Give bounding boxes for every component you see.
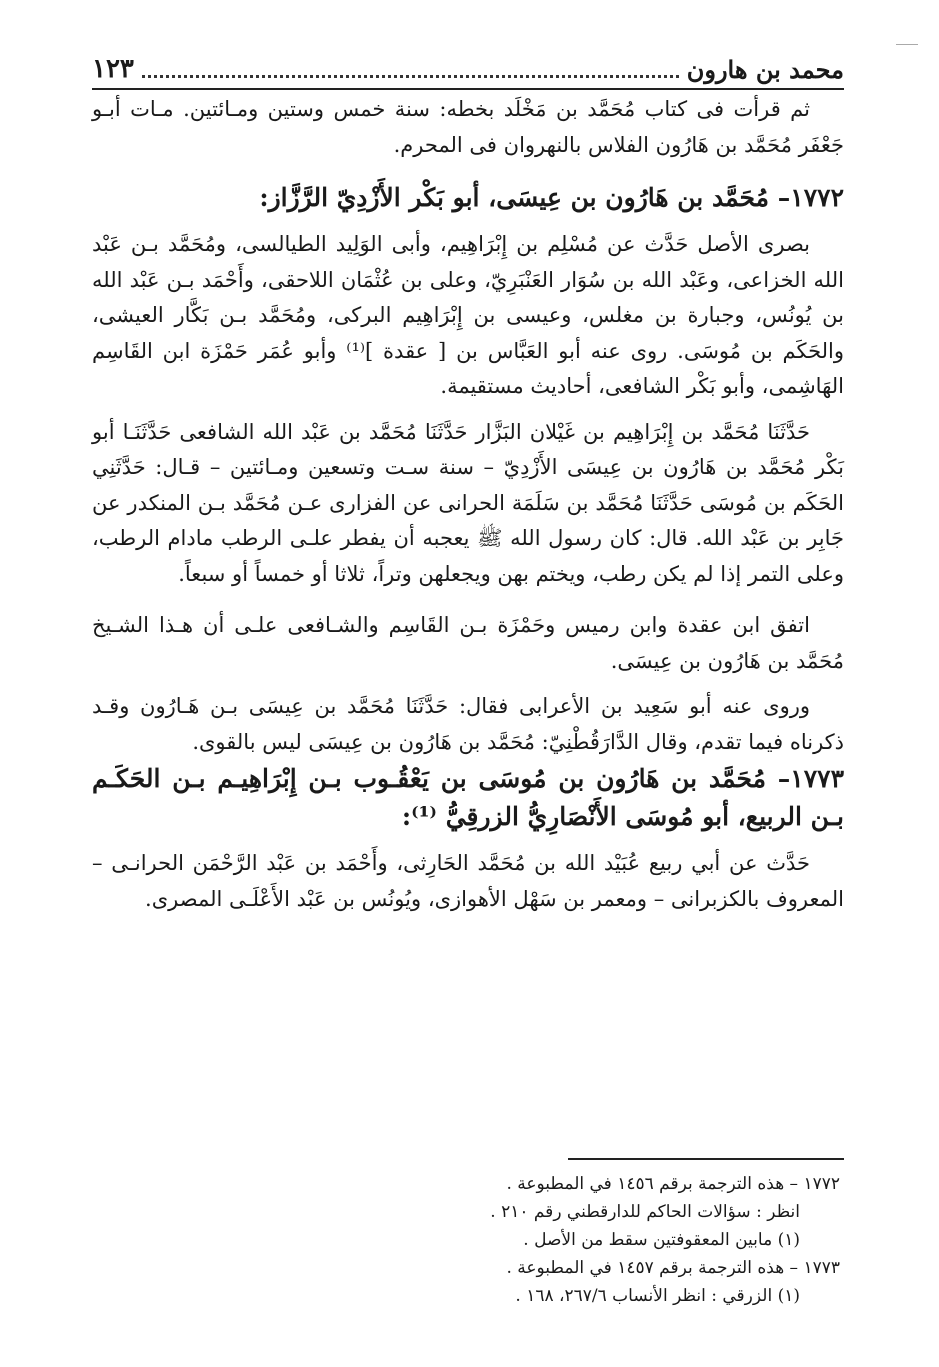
running-title: محمد بن هارون [686, 55, 844, 84]
paragraph-biography-1773: حَدَّث عن أبي ربيع عُبَيْد الله بن مُحَمَّد الحَارِثى، وأَحْمَد بن عَبْد الرَّحْمَن الحرانـى – المعروف بالكزبرانى – ومعمر بن سَهْل الأهوازى، ويُونُس بن عَبْد الأَعْلَـى المصرى. [92, 851, 844, 911]
paragraph-narration: وروى عنه أبو سَعِيد بن الأعرابى فقال: حَدَّثَنَا مُحَمَّد بن عِيسَى بـن هَـارُون وقـد ذكرناه فيما تقدم، وقال الدَّارَقُطْنِيّ: مُحَمَّد بن هَارُون بن عِيسَى ليس بالقوى. [92, 694, 844, 754]
paragraph-hadith: حَدَّثَنَا مُحَمَّد بن إِبْرَاهِيم بن غَيْلان البَزَّار حَدَّثَنَا مُحَمَّد بن عَبْد الله الشافعى حَدَّثَنَـا أبو بَكْر مُحَمَّد بن هَارُون بن عِيسَى الأَزْدِيّ – سنة سـت وتسعين ومـائتين – قـال: حَدَّثَنِي الحَكَم بن مُوسَى حَدَّثَنَا مُحَمَّد بن سَلَمَة الحرانى عن الفزارى عـن مُحَمَّد بـن المنكدر عن جَابِر بن عَبْد الله. قال: كان رسول الله ﷺ يعجبه أن يفطر علـى الرطب مادام الرطب، وعلى التمر إذا لم يكن رطب، ويختم بهن ويجعلهن وتراً، ثلاثا أو خمساً أو سبعاً. [92, 419, 844, 586]
footnote-1773-note: (١) الزرقي : انظر الأنساب ٢٦٧/٦، ١٦٨ . [515, 1286, 800, 1306]
page-body [92, 92, 844, 917]
entry-heading-1773: ١٧٧٣– مُحَمَّد بن هَارُون بن مُوسَى بن يَعْقُـوب بـن إِبْرَاهِيـم بـن الحَكَـم بـن الربيع، أبو مُوسَى الأَنْصَارِيُّ الزرقِيُّ ⁽¹⁾: [92, 764, 844, 831]
footnote-rule [568, 1158, 844, 1160]
footnote-1773: ١٧٧٣ – هذه الترجمة برقم ١٤٥٧ في المطبوعة . [506, 1258, 840, 1278]
paragraph-agreement: اتفق ابن عقدة وابن رميس وحَمْزَة بـن القَاسِم والشـافعى علـى أن هـذا الشـيخ مُحَمَّد بن هَارُون بن عِيسَى. [92, 613, 844, 673]
scan-mark [896, 44, 918, 45]
paragraph-biography-1772: بصرى الأصل حَدَّث عن مُسْلِم بن إِبْرَاهِيم، وأبى الوَلِيد الطيالسى، ومُحَمَّد بـن عَبْد الله الخزاعى، وعَبْد الله بن سُوَار العَنْبَرِيّ، وعلى بن عُثْمَان اللاحقى، وأَحْمَد بـن عَبْد الله بن يُونُس، وجبارة بن مغلس، وعيسى بن إِبْرَاهِيم البركى، ومُحَمَّد بـن بَكَّار العيشى، والحَكَم بن مُوسَى. روى عنه أبو العَبَّاس بن [ عقدة ]⁽¹⁾ وأبو عُمَر حَمْزَة ابن القَاسِم الهَاشِمى، وأبو بَكْر الشافعى، أحاديث مستقيمة. [92, 232, 844, 398]
page-number: ١٢٣ [92, 54, 134, 84]
footnote-1772-note: (١) مابين المعقوفتين سقط من الأصل . [523, 1230, 800, 1250]
header-leader-dots [142, 75, 679, 78]
running-header [92, 48, 844, 90]
paragraph-intro: ثم قرأت فى كتاب مُحَمَّد بن مَخْلَد بخطه: سنة خمس وستين ومـائتين. مـات أبـو جَعْفَر مُحَمَّد بن هَارُون الفلاس بالنهروان فى المحرم. [92, 97, 844, 157]
footnote-1772: ١٧٧٢ – هذه الترجمة برقم ١٤٥٦ في المطبوعة . [506, 1174, 840, 1194]
footnote-1772-ref: انظر : سؤالات الحاكم للدارقطني رقم ٢١٠ . [490, 1202, 800, 1222]
entry-heading-1772: ١٧٧٢– مُحَمَّد بن هَارُون بن عِيسَى، أبو بَكْر الأَزْدِيّ الرَّزَّاز: [259, 183, 844, 212]
footnotes [300, 1170, 840, 1310]
